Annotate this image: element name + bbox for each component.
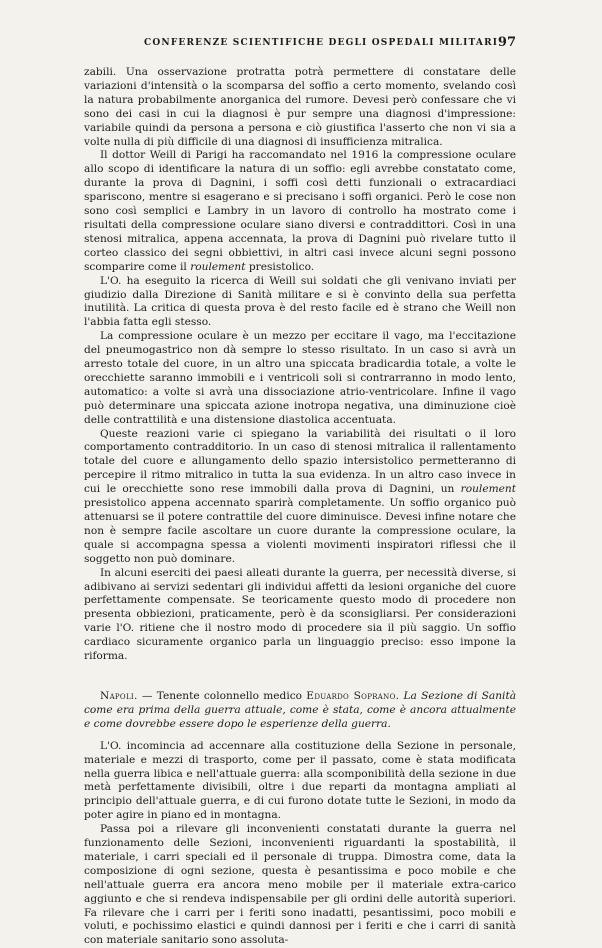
page-number: 97	[497, 35, 516, 50]
paragraph-5: Queste reazioni varie ci spiegano la variabilità dei risultati o il loro comportamento contradditorio. In un caso di stenosi mitralica il rallentamento totale del cuore e allungamento dello spazio intersistolico permetteranno di percepire il ritmo mitralico in tutta la sua evidenza. In un altro caso invece in cui le orecchiette sono rese immobili dalla prova di Dagnini, un roulement presistolico appena accennato sparirà completamente. Un soffio organico può attenuarsi se il potere contrattile del cuore diminuisce. Devesi infine notare che non è sempre facile ascoltare un cuore durante la compressione oculare, la quale si accompagna spessa a violenti movimenti inspiratori riflessi che il soggetto non può dominare.	[84, 427, 516, 565]
section-author: Eduardo Soprano.	[306, 689, 400, 702]
paragraph-3: L'O. ha eseguito la ricerca di Weill sui soldati che gli venivano inviati per giudizio dalla Direzione di Sanità militare e si è convinto della sua perfetta inutilità. La critica di questa prova è del resto facile ed è strano che Weill non l'abbia fatta egli stesso.	[84, 274, 516, 329]
paragraph-8: Passa poi a rilevare gli inconvenienti constatati durante la guerra nel funzionamento delle Sezioni, inconvenienti riguardanti la spostabilità, il materiale, i carri speciali ed il personale di truppa. Dimostra come, data la composizione di ogni sezione, questa è pesantissima e poco mobile e che nell'attuale guerra era ancora meno mobile per il materiale extra-carico aggiunto e che si rendeva indispensabile per gli ordini delle autorità superiori. Fa rilevare che i carri per i feriti sono inadatti, pesantissimi, poco mobili e voluti, e pochissimo elastici e quindi dannosi per i feriti e che i carri di sanità con materiale sanitario sono assoluta-	[84, 823, 516, 947]
section-location: Napoli.	[100, 689, 138, 702]
section-author-prefix: — Tenente colonnello medico	[141, 689, 303, 702]
body-text	[84, 66, 516, 948]
section-title: La Sezione di Sanità come era prima della guerra attuale, come è stata, come è ancora attualmente e come dovrebbe essere dopo le esperienze della guerra.	[84, 689, 517, 730]
italic-term: roulement	[460, 483, 516, 496]
paragraph-7: L'O. incomincia ad accennare alla costituzione della Sezione in personale, materiale e mezzi di trasporto, come per il passato, come è stata modificata nella guerra libica e nell'attuale guerra: alla scomponibilità della sezione in due metà perfettamente divisibili, oltre i due reparti da montagna ampliati al principio dell'attuale guerra, e di cui furono dotate tutte le Sezioni, in modo da poter agire in piano ed in montagna.	[84, 739, 516, 822]
italic-term: roulement	[190, 260, 246, 273]
section-gap	[84, 664, 516, 690]
header-title: CONFERENZE SCIENTIFICHE DEGLI OSPEDALI MILITARI	[144, 38, 499, 48]
paragraph-4: La compressione oculare è un mezzo per eccitare il vago, ma l'eccitazione del pneumogastrico non dà sempre lo stesso risultato. In un caso si avrà un arresto totale del cuore, in un altro una spiccata bradicardia totale, a volte le orecchiette saranno immobili e i ventricoli soli si contrarranno in modo lento, automatico: a volte si avrà una dissociazione atrio-ventricolare. Infine il vago può determinare una spiccata azione inotropa negativa, una diminuzione cioè delle contrattilità e una distensione diastolica accentuata.	[84, 330, 516, 426]
section-heading	[84, 690, 516, 732]
paragraph-6: In alcuni eserciti dei paesi alleati durante la guerra, per necessità diverse, si adibivano ai servizi sedentari gli individui affetti da lesioni organiche del cuore perfettamente compensate. Se teoricamente questo modo di procedere non presenta obbiezioni, praticamente, però è da sconsigliarsi. Per considerazioni varie l'O. ritiene che il nostro modo di procedere sia il più saggio. Un soffio cardiaco sicuramente organico parla un linguaggio preciso: esso impone la riforma.	[84, 566, 516, 663]
paragraph-1: zabili. Una osservazione protratta potrà permettere di constatare delle variazioni d'intensità o la scomparsa del soffio a certo momento, svelando così la natura probabilmente anorganica del rumore. Devesi però confessare che vi sono dei casi in cui la diagnosi è pur sempre una diagnosi d'impressione: variabile quindi da persona a persona e ciò giustifica l'asserto che non vi sia a volte nulla di più difficile di una diagnosi di insufficienza mitralica.	[84, 66, 516, 148]
running-header	[84, 35, 516, 58]
paragraph-2: Il dottor Weill di Parigi ha raccomandato nel 1916 la compressione oculare allo scopo di identificare la natura di un soffio: egli avrebbe constatato come, durante la prova di Dagnini, i soffi così detti funzionali o extracardiaci spariscono, mentre si esagerano e si precisano i soffi organici. Però le cose non sono così semplici e Lambry in un lavoro di controllo ha mostrato come i risultati della compressione oculare siano diversi e contraddittori. Così in una stenosi mitralica, appena accennata, la prova di Dagnini può rivelare tutto il corteo classico dei segni obbiettivi, in altri casi invece alcuni segni possono scomparire come il roulement presistolico.	[84, 149, 516, 273]
